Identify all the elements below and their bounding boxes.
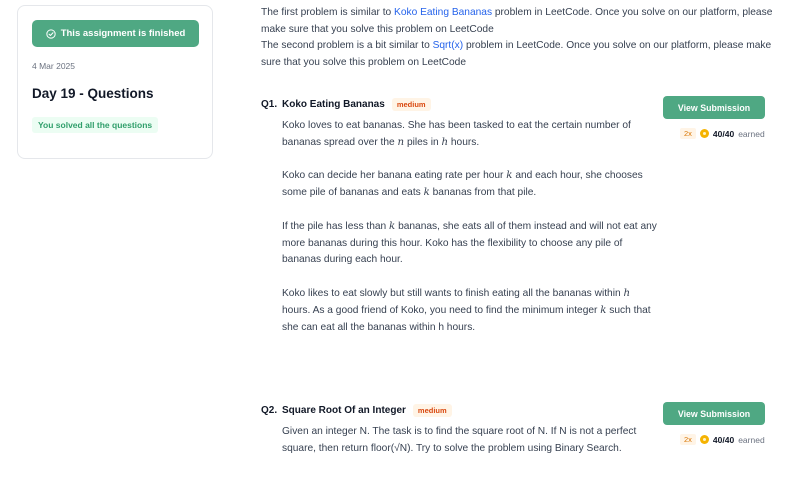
question-title: Square Root Of an Integer [282, 404, 406, 416]
text: hours. [448, 136, 480, 148]
text: Koko loves to eat bananas. She has been tasked to eat the certain number of bananas spread over the [282, 120, 631, 148]
question-description [282, 424, 657, 474]
description-paragraph: Given an integer N. The task is to find the square root of N. If N is not a perfect square, then return floor(√N). Try to solve the problem using Binary Search. [282, 426, 637, 454]
finished-banner-label: This assignment is finished [60, 28, 186, 39]
earned-label: earned [738, 434, 765, 445]
question-number: Q1. [261, 98, 278, 110]
score-info [680, 434, 765, 445]
finished-banner [32, 20, 199, 47]
assignment-card [17, 5, 213, 159]
description-paragraph [282, 168, 657, 202]
assignment-title: Day 19 - Questions [32, 86, 154, 101]
question-description [282, 118, 657, 353]
math-var: k [600, 304, 607, 316]
coin-icon [700, 129, 709, 138]
math-var: k [389, 220, 396, 232]
text: bananas, she eats all of them instead and will not eat any more bananas during this hour. Koko has the flexibility to choose any pile of bananas during each hour. [282, 220, 657, 266]
math-var: k [423, 187, 430, 199]
intro-line-1 [261, 5, 781, 38]
score-info [680, 128, 765, 139]
difficulty-badge: medium [413, 404, 452, 417]
text: Koko can decide her banana eating rate per hour [282, 170, 507, 182]
question-1 [261, 95, 781, 333]
description-paragraph [282, 118, 657, 152]
math-var: h [441, 136, 449, 148]
question-title: Koko Eating Bananas [282, 98, 385, 110]
text: hours. As a good friend of Koko, you need to find the minimum integer [282, 304, 601, 316]
text: and each hour, she chooses some pile of bananas and eats [282, 170, 643, 199]
math-var: k [506, 170, 513, 182]
difficulty-badge: medium [392, 98, 431, 111]
points-value: 40/40 [712, 434, 735, 445]
multiplier-badge: 2x [680, 128, 696, 139]
description-paragraph [282, 286, 657, 336]
intro-text: The first problem is similar to [261, 7, 395, 18]
description-paragraph [282, 219, 657, 269]
text: bananas from that pile. [429, 187, 537, 199]
assignment-intro [261, 5, 781, 71]
solved-badge: You solved all the questions [32, 117, 158, 133]
koko-leetcode-link[interactable]: Koko Eating Bananas [394, 7, 493, 18]
text: piles in [404, 136, 442, 148]
question-2 [261, 401, 781, 454]
math-var: h [623, 287, 631, 299]
math-var: n [397, 136, 405, 148]
coin-icon [700, 435, 709, 444]
multiplier-badge: 2x [680, 434, 696, 445]
intro-text: problem in LeetCode. Once you solve on our platform, please make sure that you solve this problem on LeetCode [261, 40, 772, 68]
text: such that she can eat all the bananas within h hours. [282, 304, 651, 333]
points-value: 40/40 [712, 128, 735, 139]
question-number: Q2. [261, 404, 278, 416]
text: If the pile has less than [282, 220, 390, 232]
check-circle-icon [46, 29, 56, 39]
assignment-date: 4 Mar 2025 [32, 61, 75, 71]
sqrt-leetcode-link[interactable]: Sqrt(x) [432, 40, 464, 51]
intro-line-2 [261, 38, 781, 71]
view-submission-button[interactable]: View Submission [663, 96, 765, 119]
earned-label: earned [738, 128, 765, 139]
intro-text: problem in LeetCode. Once you solve on our platform, please make sure that you solve this problem on LeetCode [261, 7, 773, 35]
intro-text: The second problem is a bit similar to [261, 40, 433, 51]
view-submission-button[interactable]: View Submission [663, 402, 765, 425]
text: Koko likes to eat slowly but still wants to finish eating all the bananas within [282, 287, 624, 299]
